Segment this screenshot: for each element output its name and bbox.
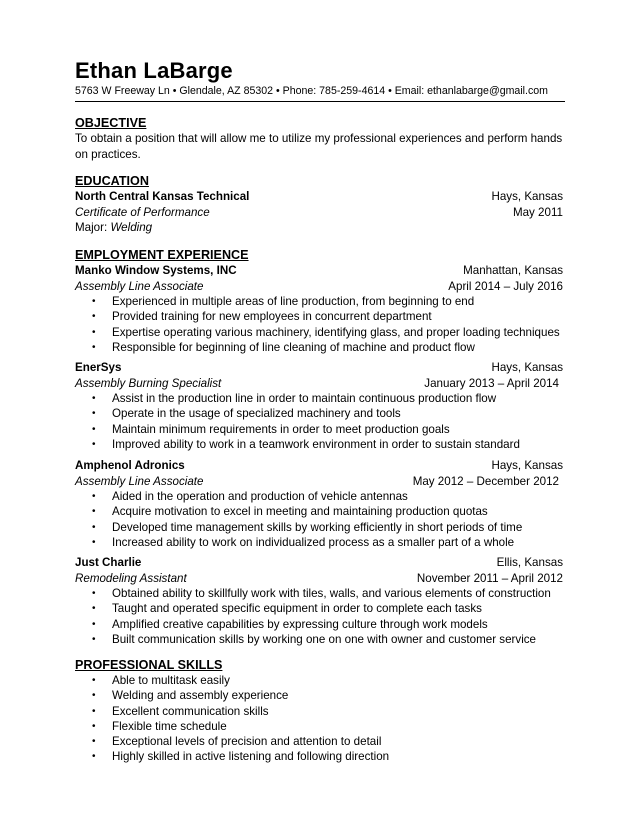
list-item: • Maintain minimum requirements in order to meet production goals — [92, 422, 450, 436]
bullet-icon: • — [92, 603, 96, 615]
list-item: • Operate in the usage of specialized machinery and tools — [92, 407, 401, 421]
bullet-icon: • — [92, 506, 96, 518]
bullet-icon: • — [92, 521, 96, 533]
list-item: • Amplified creative capabilities by expressing culture through work models — [92, 617, 488, 631]
job-entry — [75, 555, 565, 647]
job-company: EnerSys — [75, 361, 122, 374]
list-item: • Welding and assembly experience — [92, 689, 289, 703]
objective-section — [75, 116, 565, 162]
bullet-icon: • — [92, 341, 96, 353]
job-location: Ellis, Kansas — [496, 556, 563, 569]
bullet-icon: • — [92, 705, 96, 717]
list-item: • Responsible for beginning of line cleaning of machine and product flow — [92, 340, 475, 354]
education-section — [75, 174, 565, 236]
major-label: Major: — [75, 221, 111, 234]
job-role: Assembly Line Associate — [75, 474, 204, 488]
bullet-icon: • — [92, 720, 96, 732]
bullet-icon: • — [92, 633, 96, 645]
job-location: Manhattan, Kansas — [463, 264, 563, 277]
job-bullets — [75, 489, 565, 550]
list-item: • Exceptional levels of precision and attention to detail — [92, 735, 382, 749]
job-entry — [75, 360, 565, 452]
section-title-objective: OBJECTIVE — [75, 116, 147, 130]
section-title-employment: EMPLOYMENT EXPERIENCE — [75, 248, 249, 262]
employment-section — [75, 248, 565, 263]
job-dates: April 2014 – July 2016 — [448, 279, 563, 293]
bullet-icon: • — [92, 690, 96, 702]
major-value: Welding — [110, 221, 153, 234]
section-title-education: EDUCATION — [75, 174, 149, 188]
job-role: Remodeling Assistant — [75, 571, 187, 585]
bullet-icon: • — [92, 408, 96, 420]
list-item: • Increased ability to work on individualized process as a smaller part of a whole — [92, 535, 515, 549]
list-item: • Experienced in multiple areas of line production, from beginning to end — [92, 295, 475, 308]
list-item: • Built communication skills by working one on one with owner and customer service — [92, 632, 537, 646]
job-company: Manko Window Systems, INC — [75, 264, 237, 277]
list-item: • Improved ability to work in a teamwork environment in order to sustain standard — [92, 437, 520, 451]
bullet-icon: • — [92, 618, 96, 630]
job-company: Just Charlie — [75, 556, 142, 569]
bullet-icon: • — [92, 311, 96, 323]
job-bullets — [75, 586, 565, 647]
certificate-date: May 2011 — [512, 205, 563, 219]
list-item: • Assist in the production line in order to maintain continuous production flow — [92, 392, 497, 405]
list-item: • Aided in the operation and production of vehicle antennas — [92, 490, 408, 503]
list-item: • Provided training for new employees in concurrent department — [92, 310, 432, 324]
bullet-icon: • — [92, 736, 96, 748]
objective-line-2: on practices. — [75, 147, 141, 161]
objective-line-1: To obtain a position that will allow me to utilize my professional experiences and perform hands — [75, 132, 563, 145]
job-entry — [75, 263, 565, 355]
education-school-row — [75, 189, 565, 205]
list-item: • Able to multitask easily — [92, 674, 230, 687]
job-location: Hays, Kansas — [491, 459, 563, 472]
bullet-icon: • — [92, 393, 96, 404]
job-bullets — [75, 294, 565, 355]
certificate-name: Certificate of Performance — [75, 205, 210, 219]
bullet-icon: • — [92, 423, 96, 435]
job-role: Assembly Burning Specialist — [75, 376, 222, 390]
job-company: Amphenol Adronics — [75, 459, 185, 472]
applicant-name: Ethan LaBarge — [75, 58, 233, 83]
bullet-icon: • — [92, 675, 96, 686]
skills-list — [75, 673, 565, 765]
job-location: Hays, Kansas — [491, 361, 563, 374]
bullet-icon: • — [92, 491, 96, 502]
bullet-icon: • — [92, 536, 96, 548]
section-title-skills: PROFESSIONAL SKILLS — [75, 658, 223, 672]
list-item: • Expertise operating various machinery, identifying glass, and proper loading techniques — [92, 325, 560, 339]
list-item: • Obtained ability to skillfully work with tiles, walls, and various elements of construction — [92, 587, 551, 600]
bullet-icon: • — [92, 326, 96, 338]
education-cert-row — [75, 205, 565, 221]
list-item: • Flexible time schedule — [92, 719, 227, 733]
job-dates: November 2011 – April 2012 — [416, 571, 563, 585]
bullet-icon: • — [92, 588, 96, 599]
bullet-icon: • — [92, 438, 96, 450]
list-item: • Highly skilled in active listening and following direction — [92, 750, 390, 764]
bullet-icon: • — [92, 751, 96, 763]
job-entry — [75, 458, 565, 550]
list-item: • Excellent communication skills — [92, 704, 269, 718]
major-line — [75, 220, 565, 236]
job-bullets — [75, 391, 565, 452]
job-role: Assembly Line Associate — [75, 279, 204, 293]
job-dates: January 2013 – April 2014 — [424, 376, 559, 390]
contact-line: 5763 W Freeway Ln • Glendale, AZ 85302 • Phone: 785-259-4614 • Email: ethanlabarge@gmail.com — [75, 84, 565, 102]
school-name: North Central Kansas Technical — [75, 190, 250, 203]
bullet-icon: • — [92, 296, 96, 307]
skills-section — [75, 658, 565, 765]
list-item: • Developed time management skills by working efficiently in short periods of time — [92, 520, 523, 534]
list-item: • Acquire motivation to excel in meeting and maintaining production quotas — [92, 505, 488, 519]
job-dates: May 2012 – December 2012 — [412, 474, 559, 488]
list-item: • Taught and operated specific equipment in order to complete each tasks — [92, 602, 482, 616]
school-location: Hays, Kansas — [491, 190, 563, 203]
